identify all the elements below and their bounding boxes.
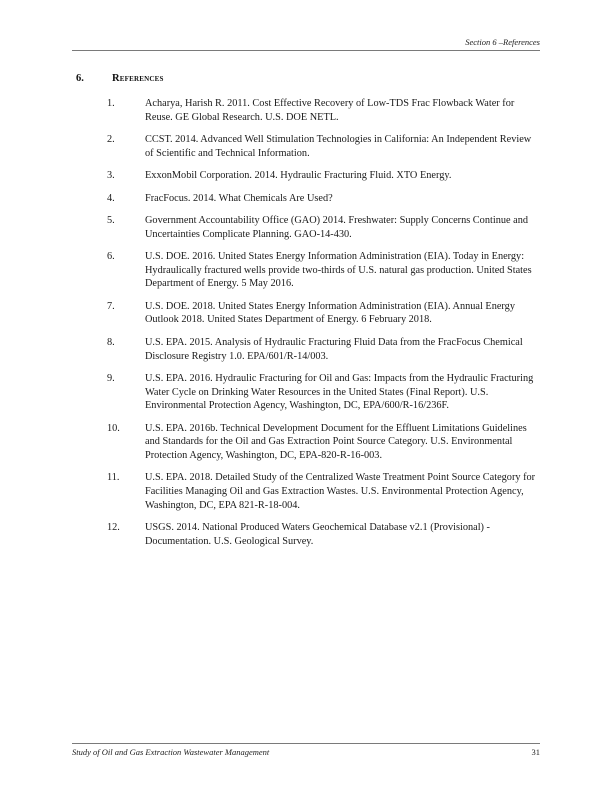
reference-item xyxy=(107,300,542,327)
reference-text: U.S. EPA. 2016b. Technical Development Document for the Effluent Limitations Guidelines and Standards for the Oil and Gas Extraction Point Source Category. U.S. Environmental Protection Agency, Washington, DC, EPA-820-R-16-003. xyxy=(145,422,527,461)
reference-text: Acharya, Harish R. 2011. Cost Effective Recovery of Low-TDS Frac Flowback Water for Reuse. GE Global Research. U.S. DOE NETL. xyxy=(145,98,515,123)
reference-item xyxy=(107,214,542,241)
reference-number: 12. xyxy=(107,522,120,534)
reference-text: U.S. DOE. 2016. United States Energy Information Administration (EIA). Today in Energy: Hydraulically fractured wells provide two-thirds of U.S. natural gas production. United States Department of Energy. 5 May 2016. xyxy=(145,251,532,290)
reference-number: 5. xyxy=(107,215,115,227)
reference-item xyxy=(107,192,542,206)
reference-text: U.S. EPA. 2018. Detailed Study of the Centralized Waste Treatment Point Source Category for Facilities Managing Oil and Gas Extraction Wastes. U.S. Environmental Protection Agency, Washington, DC, EPA 821-R-18-004. xyxy=(145,472,536,511)
reference-number: 7. xyxy=(107,300,115,312)
reference-item xyxy=(107,169,542,183)
section-title: References xyxy=(112,73,164,84)
reference-item xyxy=(107,422,542,463)
section-label: Section 6 –References xyxy=(465,37,540,47)
reference-number: 4. xyxy=(107,192,115,204)
reference-number: 9. xyxy=(107,373,115,385)
reference-text: FracFocus. 2014. What Chemicals Are Used? xyxy=(145,192,333,204)
reference-number: 2. xyxy=(107,134,115,146)
reference-list xyxy=(107,97,542,557)
reference-text: U.S. DOE. 2018. United States Energy Information Administration (EIA). Annual Energy Outlook 2018. United States Department of Energy. 6 February 2018. xyxy=(145,300,515,326)
page-number: 31 xyxy=(531,747,540,757)
reference-number: 11. xyxy=(107,472,120,484)
reference-number: 1. xyxy=(107,98,115,109)
reference-item xyxy=(107,521,542,548)
reference-item xyxy=(107,250,542,291)
reference-item xyxy=(107,336,542,363)
reference-number: 3. xyxy=(107,170,115,182)
section-heading xyxy=(76,73,164,84)
reference-text: ExxonMobil Corporation. 2014. Hydraulic Fracturing Fluid. XTO Energy. xyxy=(145,170,452,182)
reference-number: 10. xyxy=(107,422,120,434)
reference-item xyxy=(107,471,542,512)
reference-text: USGS. 2014. National Produced Waters Geochemical Database v2.1 (Provisional) - Documentation. U.S. Geological Survey. xyxy=(145,522,490,547)
reference-text: Government Accountability Office (GAO) 2014. Freshwater: Supply Concerns Continue and Uncertainties Complicate Planning. GAO-14-430. xyxy=(145,215,529,240)
reference-number: 8. xyxy=(107,336,115,348)
reference-item xyxy=(107,133,542,160)
reference-text: U.S. EPA. 2015. Analysis of Hydraulic Fracturing Fluid Data from the FracFocus Chemical Disclosure Registry 1.0. EPA/601/R-14/003. xyxy=(145,336,523,362)
page-header xyxy=(72,36,540,51)
page-footer xyxy=(72,743,540,760)
reference-text: CCST. 2014. Advanced Well Stimulation Technologies in California: An Independent Review of Scientific and Technical Information. xyxy=(145,134,532,159)
document-title: Study of Oil and Gas Extraction Wastewater Management xyxy=(72,747,270,757)
reference-number: 6. xyxy=(107,251,115,263)
section-number: 6. xyxy=(76,73,84,84)
reference-item xyxy=(107,372,542,413)
reference-text: U.S. EPA. 2016. Hydraulic Fracturing for Oil and Gas: Impacts from the Hydraulic Fracturing Water Cycle on Drinking Water Resources in the United States (Final Report). U.S. Environmental Protection Agency, Washington, DC, EPA/600/R-16/236F. xyxy=(145,373,534,412)
reference-item xyxy=(107,97,542,124)
